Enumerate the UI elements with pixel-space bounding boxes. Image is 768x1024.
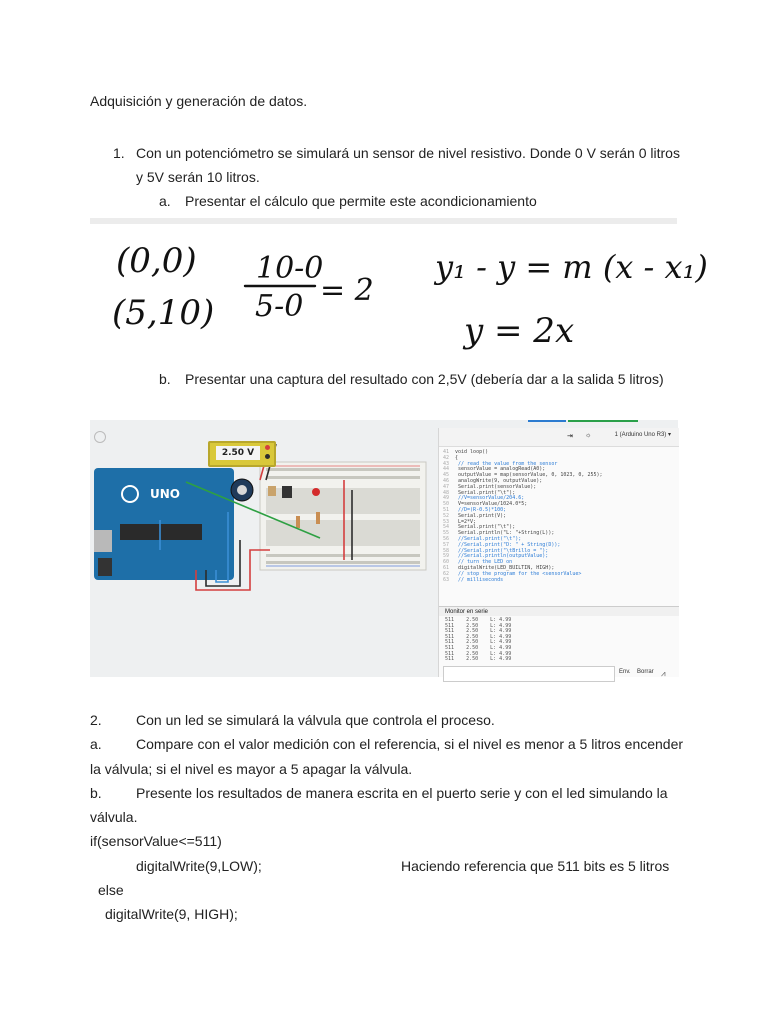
code-text: // stop the program for the <sensorValue>: [455, 570, 582, 577]
serial-output-line: 511 2.50 L: 4.99: [445, 617, 512, 623]
line-number: 61: [443, 564, 450, 571]
code-text: L=2*V;: [455, 518, 477, 525]
line-number: 58: [443, 547, 450, 554]
handwritten-slope-numerator: 10-0: [256, 251, 324, 286]
code-text: outputValue = map(sensorValue, 0, 1023, 0, 255);: [455, 472, 603, 479]
item-1a-letter: a.: [159, 193, 171, 209]
item-2b-line-1: Presente los resultados de manera escrita en el puerto serie y con el led simulando la: [136, 785, 668, 801]
item-1b-text: Presentar una captura del resultado con 2,5V (debería dar a la salida 5 litros): [185, 371, 664, 387]
simulation-screenshot: [90, 420, 678, 677]
handwritten-result: y = 2x: [464, 311, 575, 351]
handwritten-slope-denominator: 5-0: [255, 289, 304, 324]
multimeter[interactable]: [208, 441, 276, 467]
item-1a-text: Presentar el cálculo que permite este acondicionamiento: [185, 193, 537, 209]
code-text: Serial.print(V);: [455, 512, 507, 519]
serial-monitor-title: Monitor en serie: [445, 609, 489, 615]
line-number: 41: [443, 449, 450, 455]
code-line: [443, 578, 675, 584]
handwritten-point-slope-formula: y₁ - y = m (x - x₁): [435, 248, 708, 286]
line-number: 43: [443, 460, 450, 467]
serial-output-line: 511 2.50 L: 4.99: [445, 628, 512, 635]
arduino-chip: [120, 524, 202, 540]
item-1-number: 1.: [113, 145, 125, 161]
potentiometer-knob: [237, 485, 247, 495]
line-number: 57: [443, 541, 450, 548]
code-text: Serial.print("\t");: [455, 489, 516, 496]
serial-output-line: 511 2.50 L: 4.99: [445, 633, 512, 640]
code-digitalwrite-low: digitalWrite(9,LOW);: [136, 858, 262, 874]
code-else-line: else: [98, 882, 124, 898]
arduino-power-jack: [98, 558, 112, 576]
resistor-2: [316, 512, 320, 524]
code-text: // read the value from the sensor: [455, 460, 558, 467]
code-text: //Serial.print("\t");: [455, 535, 522, 542]
code-text: void loop(): [455, 449, 489, 455]
item-2-number: 2.: [90, 712, 102, 728]
item-1-line-2: y 5V serán 10 litros.: [136, 169, 260, 185]
code-text: {: [455, 454, 459, 461]
line-number: 50: [443, 501, 450, 508]
code-text: // turn the LED on: [455, 559, 513, 566]
clear-button[interactable]: Borrar: [637, 669, 654, 675]
line-number: 62: [443, 570, 450, 577]
item-2b-letter: b.: [90, 785, 102, 801]
debug-icon[interactable]: ☼: [585, 432, 592, 439]
reference-note: Haciendo referencia que 511 bits es 5 litros: [401, 858, 670, 874]
multimeter-reading: 2.50 V: [216, 446, 260, 460]
code-text: //V=sensorValue/204.6;: [455, 495, 525, 502]
handwritten-point-2: (5,10): [112, 293, 215, 333]
item-1b-letter: b.: [159, 371, 171, 387]
code-text: // milliseconds: [455, 576, 504, 583]
transistor: [282, 486, 292, 498]
handwritten-calculation: [90, 218, 708, 367]
handwritten-slope-value: = 2: [320, 273, 374, 308]
line-number: 55: [443, 530, 450, 537]
code-text: Serial.print(sensorValue);: [455, 483, 537, 490]
item-1-line-1: Con un potenciómetro se simulará un sensor de nivel resistivo. Donde 0 V serán 0 litros: [136, 145, 680, 161]
code-editor-toolbar: [439, 428, 679, 447]
resistor-1: [296, 516, 300, 528]
code-text: //Serial.print("\tBrillo = ");: [455, 547, 549, 554]
line-number: 52: [443, 512, 450, 519]
board-selector[interactable]: 1 (Arduino Uno R3) ▾: [614, 432, 671, 438]
item-2b-line-2: válvula.: [90, 809, 138, 825]
send-button[interactable]: Env.: [619, 669, 631, 675]
code-lines[interactable]: [443, 450, 675, 583]
line-number: 53: [443, 518, 450, 525]
document-heading: Adquisición y generación de datos.: [90, 93, 308, 109]
line-number: 42: [443, 454, 450, 461]
code-editor-panel: [438, 428, 679, 677]
tab-accent-green: [568, 420, 638, 422]
line-number: 49: [443, 495, 450, 502]
multimeter-probe-black: [265, 454, 270, 459]
graph-icon[interactable]: ⩘: [661, 669, 666, 678]
code-text: //D=(R-0.5)*100;: [455, 506, 507, 513]
code-text: analogWrite(9, outputValue);: [455, 477, 543, 484]
code-text: //Serial.println(outputValue);: [455, 553, 549, 560]
line-number: 63: [443, 576, 450, 583]
serial-output-line: 511 2.50 L: 4.99: [445, 650, 512, 657]
code-text: //Serial.print("D: " + String(D));: [455, 541, 561, 548]
line-number: 60: [443, 559, 450, 566]
item-2a-line-2: la válvula; si el nivel es mayor a 5 apagar la válvula.: [90, 761, 413, 777]
serial-monitor-header: [439, 606, 679, 616]
line-number: 51: [443, 506, 450, 513]
line-number: 54: [443, 524, 450, 531]
serial-output-line: 511 2.50 L: 4.99: [445, 622, 512, 629]
led: [312, 488, 320, 496]
tab-accent-blue: [528, 420, 566, 422]
item-2a-letter: a.: [90, 736, 102, 752]
serial-output-line: 511 2.50 L: 4.99: [445, 656, 512, 663]
code-text: V=sensorValue/1024.0*5;: [455, 501, 528, 508]
item-2a-line-1: Compare con el valor medición con el referencia, si el nivel es menor a 5 litros encender: [136, 736, 684, 752]
code-text: Serial.println("L: "+String(L));: [455, 530, 555, 537]
code-if-line: if(sensorValue<=511): [90, 833, 222, 849]
line-number: 44: [443, 466, 450, 473]
capacitor: [268, 486, 276, 496]
handwritten-point-1: (0,0): [116, 241, 197, 281]
code-text: digitalWrite(LED_BUILTIN, HIGH);: [455, 564, 555, 571]
line-number: 45: [443, 472, 450, 479]
code-text: sensorValue = analogRead(A0);: [455, 466, 546, 473]
code-text: Serial.print("\t");: [455, 524, 516, 531]
upload-icon[interactable]: ⇥: [567, 433, 573, 440]
line-number: 59: [443, 553, 450, 560]
item-2-text: Con un led se simulará la válvula que controla el proceso.: [136, 712, 495, 728]
line-number: 48: [443, 489, 450, 496]
line-number: 56: [443, 535, 450, 542]
serial-monitor-output: [445, 618, 511, 663]
serial-output-line: 511 2.50 L: 4.99: [445, 639, 512, 646]
arduino-label: UNO: [150, 487, 180, 501]
handwriting-drawing: [90, 224, 708, 367]
board-selector-label: 1 (Arduino Uno R3): [614, 432, 667, 438]
line-number: 47: [443, 483, 450, 490]
serial-output-line: 511 2.50 L: 4.99: [445, 644, 512, 651]
multimeter-probe-red: [265, 445, 270, 450]
arduino-usb: [94, 530, 112, 552]
code-digitalwrite-high: digitalWrite(9, HIGH);: [105, 906, 238, 922]
line-number: 46: [443, 477, 450, 484]
serial-monitor-input[interactable]: [443, 666, 615, 682]
